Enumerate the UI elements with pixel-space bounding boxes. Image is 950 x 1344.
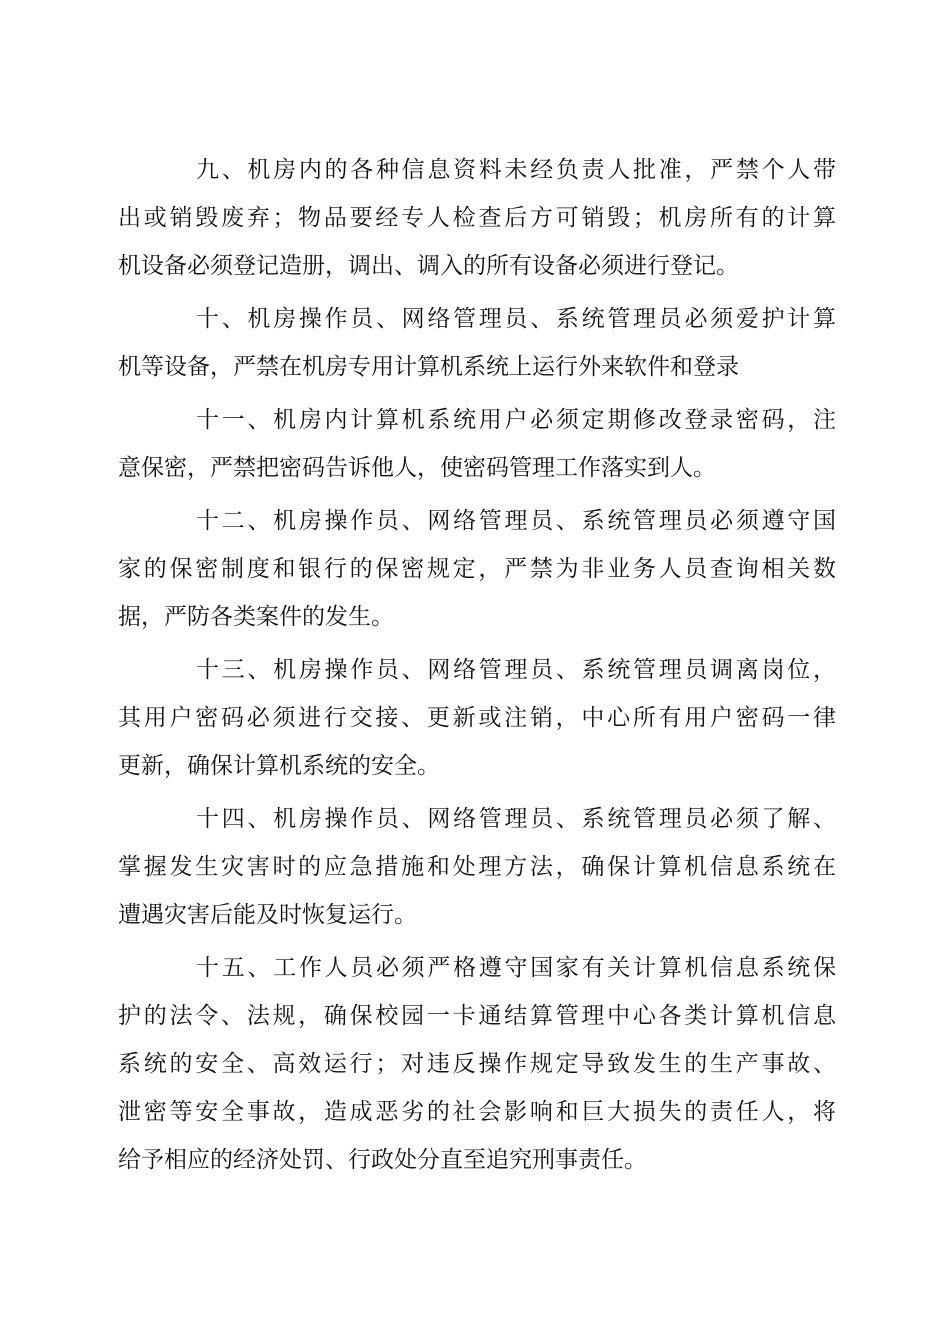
paragraph-line: 机设备必须登记造册，调出、调入的所有设备必须进行登记。	[118, 253, 739, 279]
paragraph-line: 其用户密码必须进行交接、更新或注销，中心所有用户密码一律	[118, 705, 836, 731]
paragraph-line: 掌握发生灾害时的应急措施和处理方法，确保计算机信息系统在	[118, 854, 836, 880]
paragraph-15	[118, 944, 836, 1184]
paragraph-line: 遭遇灾害后能及时恢复运行。	[118, 902, 417, 928]
paragraph-line: 据，严防各类案件的发生。	[118, 604, 394, 630]
paragraph-line: 泄密等安全事故，造成恶劣的社会影响和巨大损失的责任人，将	[118, 1099, 836, 1125]
paragraph-line: 更新，确保计算机系统的安全。	[118, 753, 440, 779]
paragraph-14	[118, 795, 836, 939]
paragraph-line: 十一、机房内计算机系统用户必须定期修改登录密码，注	[196, 407, 836, 433]
paragraph-line: 给予相应的经济处罚、行政处分直至追究刑事责任。	[118, 1147, 647, 1173]
paragraph-line: 护的法令、法规，确保校园一卡通结算管理中心各类计算机信息	[118, 1003, 836, 1029]
paragraph-12	[118, 497, 836, 641]
paragraph-line: 九、机房内的各种信息资料未经负责人批准，严禁个人带	[196, 157, 836, 183]
paragraph-line: 十三、机房操作员、网络管理员、系统管理员调离岗位，	[196, 657, 836, 683]
paragraph-line: 家的保密制度和银行的保密规定，严禁为非业务人员查询相关数	[118, 556, 836, 582]
paragraph-line: 出或销毁废弃；物品要经专人检查后方可销毁；机房所有的计算	[118, 205, 836, 231]
document-body	[118, 146, 836, 1189]
paragraph-13	[118, 646, 836, 790]
paragraph-9	[118, 146, 836, 290]
paragraph-line: 系统的安全、高效运行；对违反操作规定导致发生的生产事故、	[118, 1051, 836, 1077]
paragraph-line: 十四、机房操作员、网络管理员、系统管理员必须了解、	[196, 806, 836, 832]
paragraph-line: 意保密，严禁把密码告诉他人，使密码管理工作落实到人。	[118, 455, 716, 481]
paragraph-line: 十、机房操作员、网络管理员、系统管理员必须爱护计算	[196, 306, 836, 332]
paragraph-line: 十二、机房操作员、网络管理员、系统管理员必须遵守国	[196, 508, 836, 534]
paragraph-10	[118, 295, 836, 391]
paragraph-11	[118, 396, 836, 492]
paragraph-line: 十五、工作人员必须严格遵守国家有关计算机信息系统保	[196, 955, 836, 981]
paragraph-line: 机等设备，严禁在机房专用计算机系统上运行外来软件和登录	[118, 354, 739, 380]
